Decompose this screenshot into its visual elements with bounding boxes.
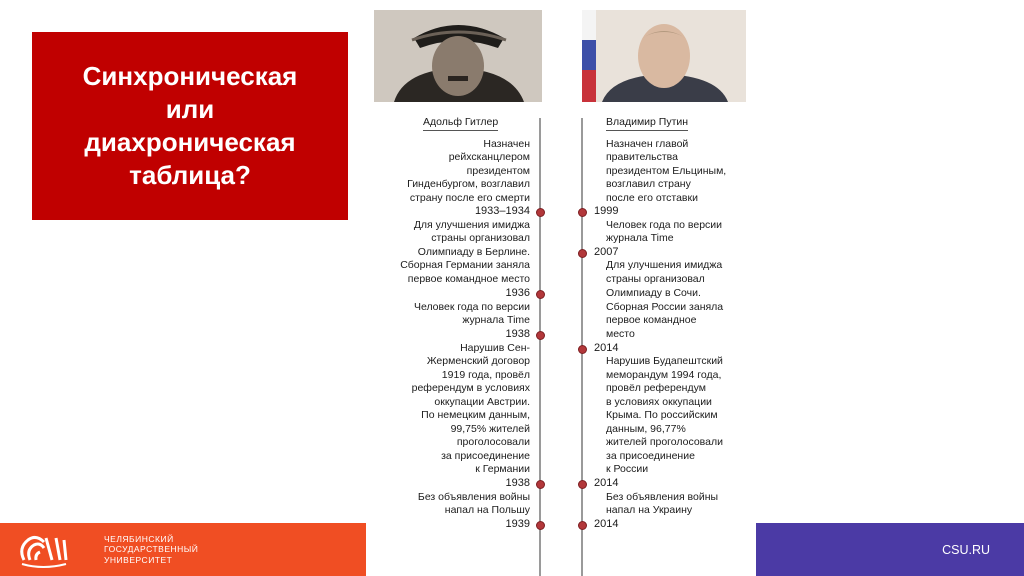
university-line-2: ГОСУДАРСТВЕННЫЙ <box>104 544 199 555</box>
right-timeline-dot <box>578 521 587 530</box>
university-line-1: ЧЕЛЯБИНСКИЙ <box>104 533 174 544</box>
left-timeline-line: Олимпиаду в Берлине. <box>417 246 530 258</box>
portrait-left <box>374 10 542 102</box>
left-timeline-dot <box>536 208 545 217</box>
university-name <box>104 534 198 566</box>
left-timeline-line: референдум в условиях <box>411 382 530 394</box>
left-timeline-line: оккупации Австрии. <box>434 396 530 408</box>
left-timeline-line: Нарушив Сен- <box>460 342 530 354</box>
right-timeline-line: Олимпиаду в Сочи. <box>606 287 701 299</box>
left-timeline-year: 1938 <box>505 328 530 340</box>
footer-right-band <box>756 523 1024 576</box>
comparison-infographic <box>368 0 758 576</box>
right-timeline-year: 2014 <box>594 518 619 530</box>
left-timeline-line: Назначен <box>483 138 530 150</box>
right-timeline-year: 2014 <box>594 342 619 354</box>
left-timeline-axis <box>539 118 541 576</box>
left-timeline-line: журнала Time <box>462 314 530 326</box>
right-timeline-line: правительства <box>606 151 678 163</box>
right-timeline-line: провёл референдум <box>606 382 706 394</box>
right-timeline-dot <box>578 480 587 489</box>
right-timeline-line: Крыма. По российским <box>606 409 718 421</box>
right-timeline-line: за присоединение <box>606 450 695 462</box>
csu-logo-icon <box>16 530 70 570</box>
title-line-4: таблица? <box>129 160 251 191</box>
right-timeline-dot <box>578 345 587 354</box>
right-timeline-line: возглавил страну <box>606 178 691 190</box>
right-timeline-line: после его отставки <box>606 192 698 204</box>
right-timeline-year: 1999 <box>594 205 619 217</box>
left-timeline-line: первое командное место <box>407 273 530 285</box>
site-link[interactable]: CSU.RU <box>942 542 990 557</box>
right-timeline-line: Для улучшения имиджа <box>606 259 723 271</box>
right-timeline-line: данным, 96,77% <box>606 423 686 435</box>
right-person-name: Владимир Путин <box>606 116 688 131</box>
right-timeline-year: 2014 <box>594 477 619 489</box>
title-line-1: Синхроническая <box>82 60 298 91</box>
left-timeline-line: По немецким данным, <box>421 409 530 421</box>
right-timeline-line: Нарушив Будапештский <box>606 355 723 367</box>
left-timeline-line: страну после его смерти <box>409 192 530 204</box>
left-timeline-line: к Германии <box>475 463 530 475</box>
right-timeline-line: напал на Украину <box>606 504 693 516</box>
left-timeline-line: Сборная Германии заняла <box>400 259 530 271</box>
left-timeline-line: напал на Польшу <box>444 504 530 516</box>
left-timeline-line: президентом <box>466 165 530 177</box>
right-timeline-line: страны организовал <box>606 273 705 285</box>
left-timeline-dot <box>536 331 545 340</box>
left-timeline-year: 1938 <box>505 477 530 489</box>
left-timeline-line: 1919 года, провёл <box>441 369 530 381</box>
right-timeline-line: журнала Time <box>606 232 674 244</box>
right-timeline-year: 2007 <box>594 246 619 258</box>
left-timeline-year: 1933–1934 <box>474 205 530 217</box>
title-line-2: или <box>165 93 215 124</box>
right-timeline-line: первое командное <box>606 314 697 326</box>
right-timeline-line: Назначен главой <box>606 138 689 150</box>
right-timeline-line: Сборная России заняла <box>606 301 724 313</box>
left-timeline-line: рейхсканцлером <box>448 151 530 163</box>
slide-title <box>32 32 348 220</box>
left-timeline-line: Гинденбургом, возглавил <box>407 178 530 190</box>
left-timeline-line: проголосовали <box>456 436 530 448</box>
left-timeline-line: Для улучшения имиджа <box>413 219 530 231</box>
university-line-3: УНИВЕРСИТЕТ <box>104 554 173 565</box>
left-timeline-line: страны организовал <box>431 232 530 244</box>
right-timeline-line: место <box>606 328 635 340</box>
right-timeline-line: в условиях оккупации <box>606 396 712 408</box>
right-timeline-line: жителей проголосовали <box>606 436 723 448</box>
left-timeline-line: Человек года по версии <box>413 301 530 313</box>
left-person-name: Адольф Гитлер <box>423 116 498 131</box>
right-timeline-dot <box>578 249 587 258</box>
left-timeline-year: 1936 <box>505 287 530 299</box>
left-timeline-year: 1939 <box>505 518 530 530</box>
left-timeline-line: за присоединение <box>441 450 530 462</box>
left-timeline-dot <box>536 521 545 530</box>
left-timeline-line: 99,75% жителей <box>450 423 530 435</box>
right-timeline-line: меморандум 1994 года, <box>606 369 722 381</box>
left-timeline-line: Жерменский договор <box>426 355 530 367</box>
footer-left-band <box>0 523 366 576</box>
title-line-3: диахроническая <box>84 127 296 157</box>
left-timeline-dot <box>536 480 545 489</box>
right-timeline-dot <box>578 208 587 217</box>
right-timeline-line: Человек года по версии <box>606 219 723 231</box>
left-timeline-line: Без объявления войны <box>417 491 530 503</box>
right-timeline-line: Без объявления войны <box>606 491 719 503</box>
portrait-right <box>582 10 746 102</box>
left-timeline-dot <box>536 290 545 299</box>
right-timeline-line: президентом Ельциным, <box>606 165 727 177</box>
right-timeline-line: к России <box>606 463 649 475</box>
